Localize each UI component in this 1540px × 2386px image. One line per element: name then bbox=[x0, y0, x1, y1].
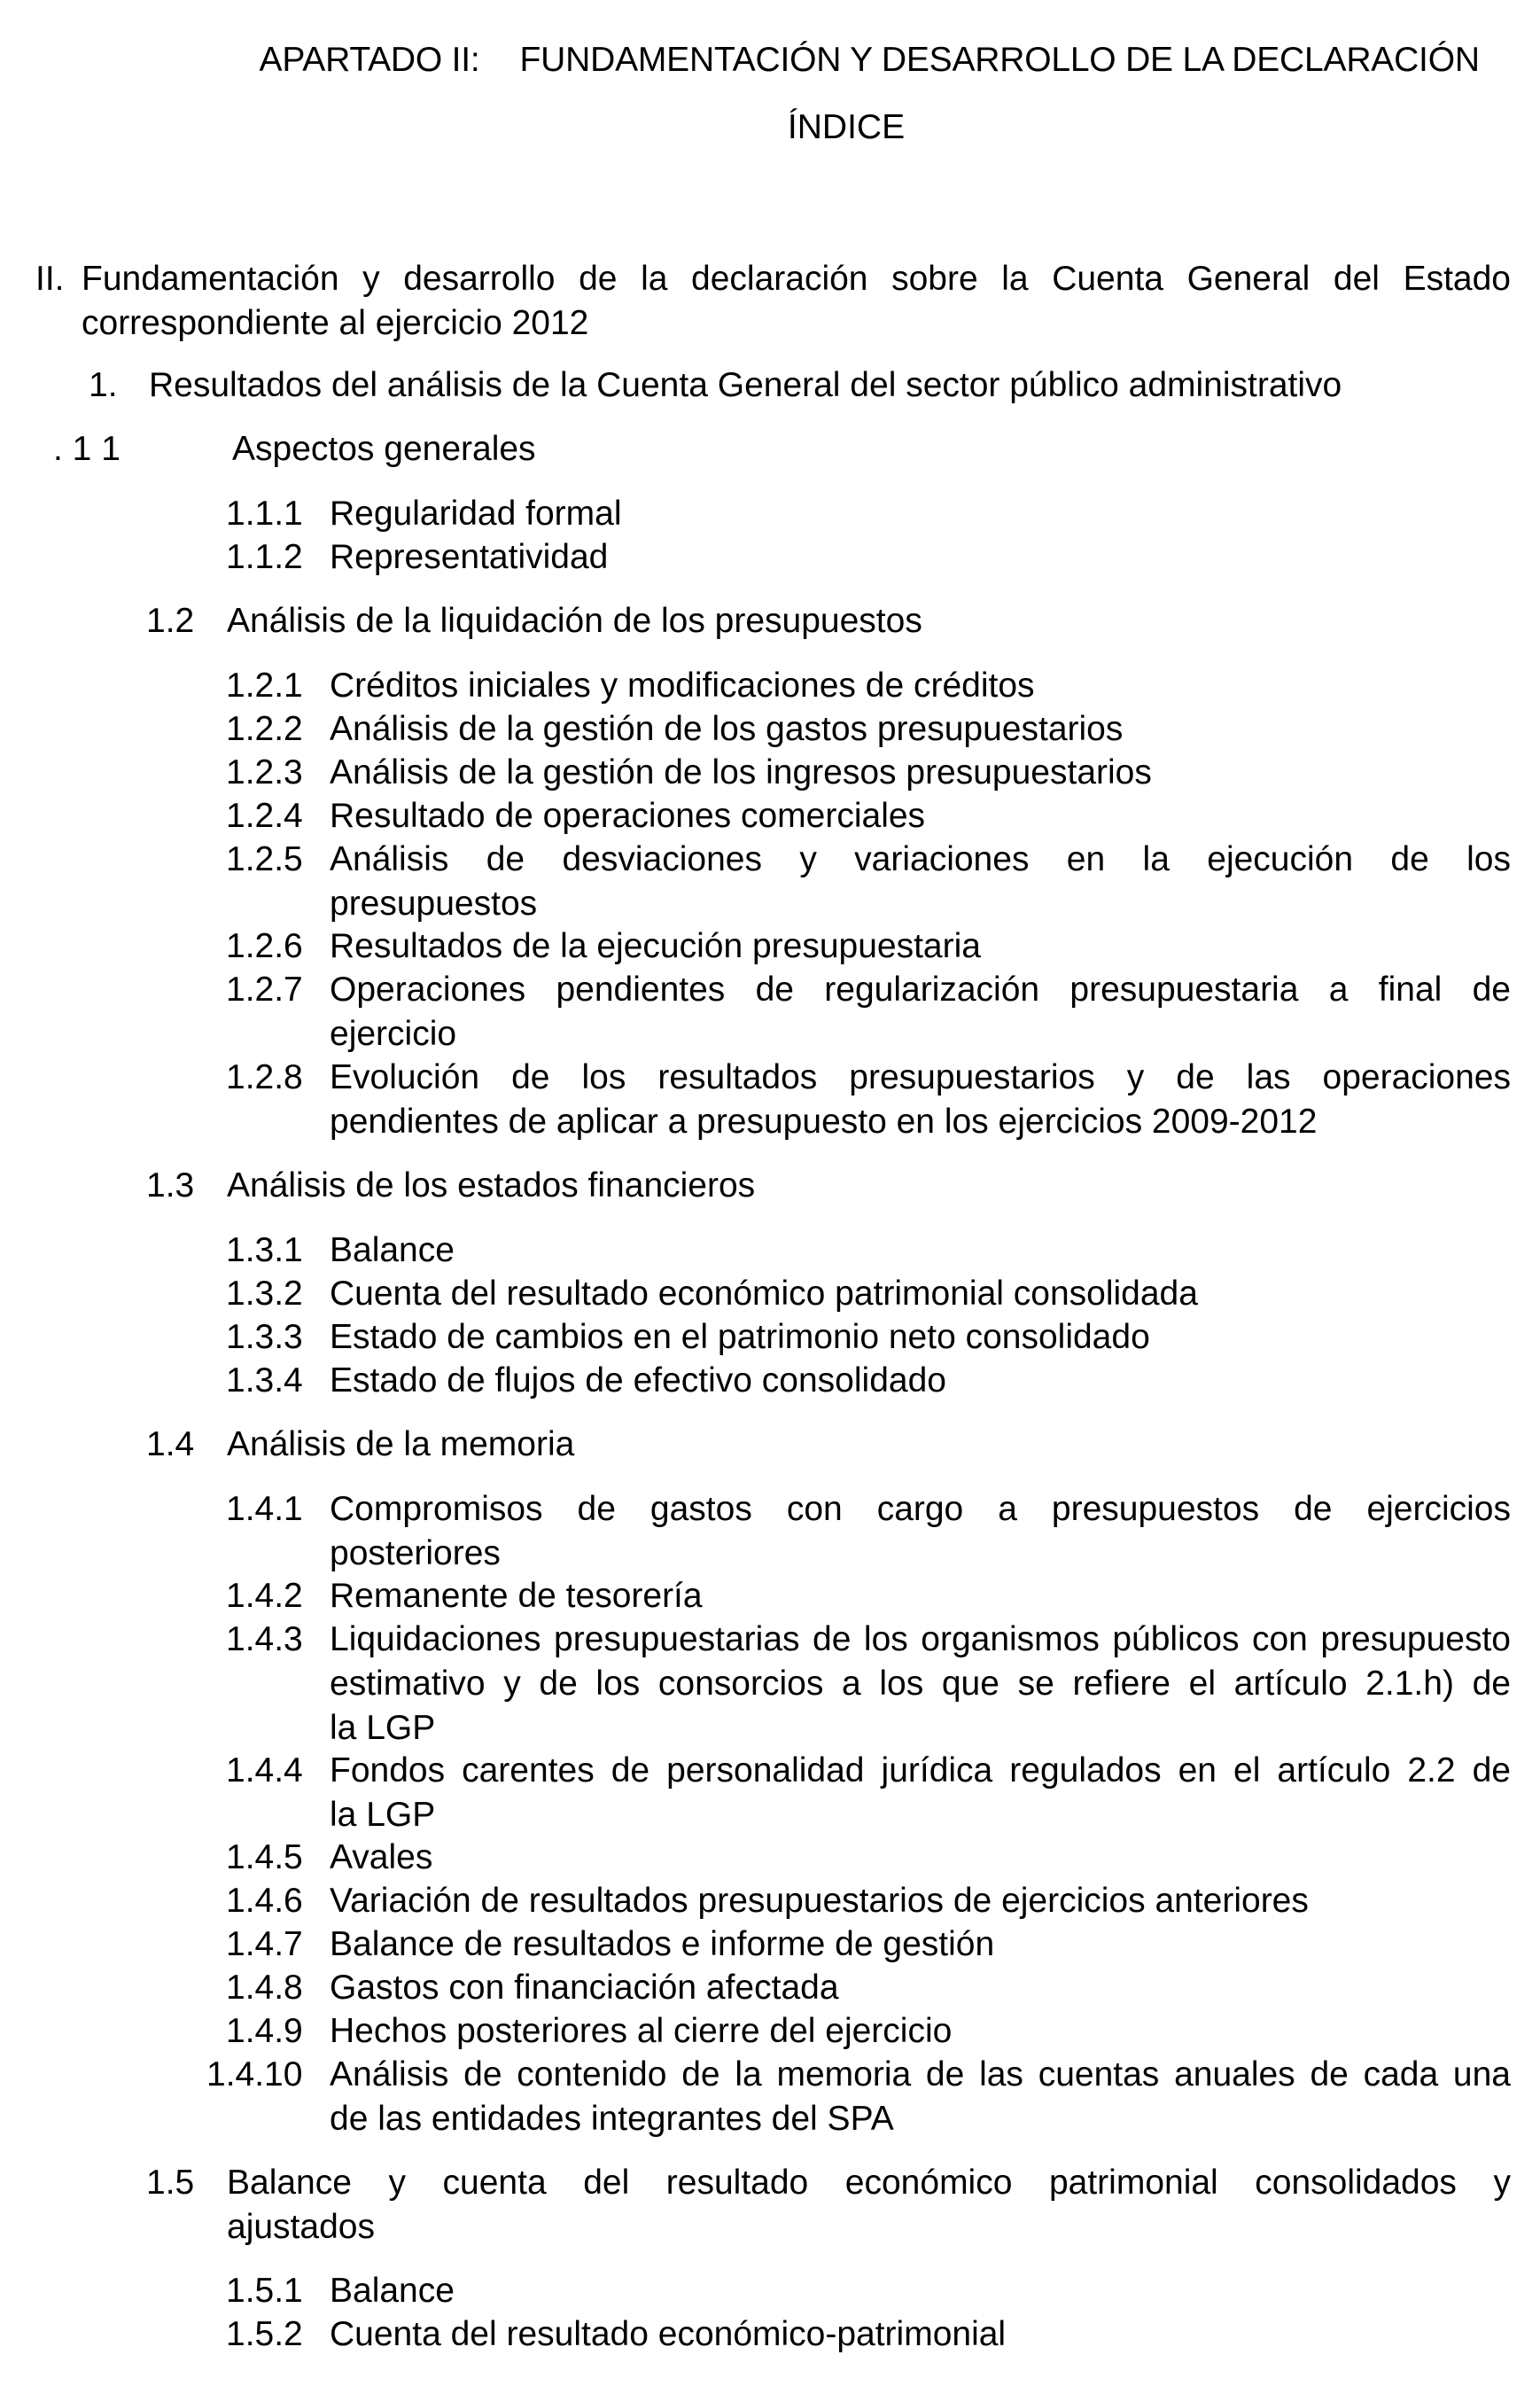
toc-entry-line: Remanente de tesorería bbox=[330, 1577, 703, 1615]
toc-entry-number: 1.4.1 bbox=[226, 1490, 303, 1528]
toc-entry-number: 1.4 bbox=[146, 1425, 195, 1463]
toc-entry-text bbox=[330, 1879, 1511, 1923]
toc-entry-line: Cuenta del resultado económico-patrimonial bbox=[330, 2315, 1007, 2353]
toc-entry-text bbox=[227, 2161, 1511, 2250]
toc-entry-line: Resultados de la ejecución presupuestaria bbox=[330, 927, 981, 965]
toc-entry-number: 1.2.7 bbox=[226, 971, 303, 1009]
toc-entry-number: 1. bbox=[89, 366, 118, 404]
toc-entry-number: 1.2.4 bbox=[226, 797, 303, 835]
toc-entry-line: Análisis de la gestión de los ingresos presupuestarios bbox=[330, 753, 1152, 791]
toc-entry-number: 1.4.9 bbox=[226, 2012, 303, 2050]
index-title: ÍNDICE bbox=[787, 108, 906, 146]
toc-entry-line: Representatividad bbox=[330, 538, 609, 576]
toc-entry-number: 1.2.3 bbox=[226, 753, 303, 791]
toc-entry-text bbox=[330, 707, 1511, 752]
toc-entry-line: correspondiente al ejercicio 2012 bbox=[82, 304, 589, 342]
toc-entry-text bbox=[330, 1922, 1511, 1967]
toc-entry-line: la LGP bbox=[330, 1796, 436, 1834]
toc-entry-line: presupuestos bbox=[330, 885, 538, 923]
toc-entry-line: Liquidaciones presupuestarias de los organismos públicos con presupuesto bbox=[330, 1620, 1511, 1658]
toc-entry-text bbox=[330, 1749, 1511, 1837]
toc-entry-number: 1.2 bbox=[146, 602, 195, 640]
toc-entry-number: 1.5.2 bbox=[226, 2315, 303, 2353]
toc-entry-line: Aspectos generales bbox=[232, 430, 536, 468]
toc-entry-number: 1.4.4 bbox=[226, 1751, 303, 1790]
toc-entry-text bbox=[330, 2312, 1511, 2357]
toc-entry-line: Créditos iniciales y modificaciones de créditos bbox=[330, 667, 1035, 705]
toc-entry-line: de las entidades integrantes del SPA bbox=[330, 2100, 894, 2138]
toc-entry-line: Compromisos de gastos con cargo a presupuestos de ejercicios bbox=[330, 1490, 1511, 1528]
toc-entry-text bbox=[330, 838, 1511, 926]
toc-entry-line: Fondos carentes de personalidad jurídica regulados en el artículo 2.2 de bbox=[330, 1751, 1511, 1790]
toc-entry-text bbox=[227, 1423, 1511, 1467]
toc-entry-line: Análisis de contenido de la memoria de las cuentas anuales de cada una bbox=[330, 2055, 1511, 2094]
toc-entry-text bbox=[227, 1164, 1511, 1208]
toc-entry-line: Balance de resultados e informe de gestión bbox=[330, 1925, 995, 1963]
section-header bbox=[222, 2, 1480, 119]
toc-entry-number: 1.5 bbox=[146, 2164, 195, 2202]
toc-entry-text bbox=[330, 1315, 1511, 1360]
toc-entry-number: 1.3 bbox=[146, 1166, 195, 1205]
toc-entry-text bbox=[330, 1056, 1511, 1144]
toc-entry-text bbox=[330, 492, 1511, 536]
toc-entry-number: 1.3.4 bbox=[226, 1361, 303, 1400]
toc-entry-number: . 1 1 bbox=[53, 430, 121, 468]
toc-entry-number: 1.1.2 bbox=[226, 538, 303, 576]
toc-entry-text bbox=[330, 1836, 1511, 1880]
toc-entry-line: ejercicio bbox=[330, 1015, 457, 1053]
toc-entry-text bbox=[330, 1359, 1511, 1403]
toc-entry-line: Evolución de los resultados presupuestarios y de las operaciones bbox=[330, 1058, 1511, 1096]
toc-entry-number: 1.4.2 bbox=[226, 1577, 303, 1615]
toc-entry-number: 1.4.5 bbox=[226, 1838, 303, 1876]
toc-entry-number: 1.3.2 bbox=[226, 1275, 303, 1313]
toc-entry-text bbox=[82, 257, 1511, 346]
toc-entry-line: pendientes de aplicar a presupuesto en los ejercicios 2009-2012 bbox=[330, 1103, 1318, 1141]
toc-entry-number: 1.3.3 bbox=[226, 1318, 303, 1356]
toc-entry-text bbox=[330, 1574, 1511, 1618]
toc-entry-text bbox=[330, 794, 1511, 838]
toc-entry-line: Resultado de operaciones comerciales bbox=[330, 797, 926, 835]
section-title: FUNDAMENTACIÓN Y DESARROLLO DE LA DECLARACIÓN bbox=[519, 41, 1480, 79]
toc-entry-number: 1.5.1 bbox=[226, 2272, 303, 2310]
toc-entry-number: 1.3.1 bbox=[226, 1231, 303, 1269]
toc-entry-text bbox=[330, 535, 1511, 580]
toc-entry-text bbox=[232, 427, 1511, 472]
toc-entry-number: 1.2.8 bbox=[226, 1058, 303, 1096]
toc-entry-line: ajustados bbox=[227, 2208, 375, 2246]
toc-entry-line: la LGP bbox=[330, 1709, 436, 1747]
toc-entry-line: Regularidad formal bbox=[330, 495, 622, 533]
toc-entry-number: 1.4.8 bbox=[226, 1969, 303, 2007]
toc-entry-line: posteriores bbox=[330, 1534, 501, 1572]
toc-entry-line: Balance bbox=[330, 2272, 455, 2310]
toc-entry-line: Balance bbox=[330, 1231, 455, 1269]
toc-entry-line: Análisis de la liquidación de los presupuestos bbox=[227, 602, 922, 640]
toc-entry-line: Análisis de desviaciones y variaciones en la ejecución de los bbox=[330, 840, 1511, 878]
toc-entry-text bbox=[330, 1618, 1511, 1751]
toc-entry-text bbox=[330, 664, 1511, 708]
toc-entry-number: 1.1.1 bbox=[226, 495, 303, 533]
toc-entry-number: 1.4.6 bbox=[226, 1882, 303, 1920]
toc-entry-line: Análisis de la memoria bbox=[227, 1425, 575, 1463]
toc-entry-number: 1.4.10 bbox=[206, 2055, 303, 2094]
toc-entry-text bbox=[149, 363, 1511, 408]
toc-entry-text bbox=[330, 968, 1511, 1057]
toc-entry-number: II. bbox=[35, 260, 65, 298]
section-label: APARTADO II: bbox=[259, 41, 480, 79]
toc-entry-text bbox=[330, 1228, 1511, 1273]
toc-entry-number: 1.2.2 bbox=[226, 710, 303, 748]
toc-entry-text bbox=[330, 1487, 1511, 1576]
toc-entry-line: Análisis de los estados financieros bbox=[227, 1166, 756, 1205]
toc-entry-text bbox=[330, 2053, 1511, 2141]
toc-entry-number: 1.2.1 bbox=[226, 667, 303, 705]
toc-entry-line: Análisis de la gestión de los gastos presupuestarios bbox=[330, 710, 1124, 748]
toc-entry-text bbox=[330, 2009, 1511, 2054]
toc-entry-text bbox=[330, 1966, 1511, 2010]
toc-entry-text bbox=[330, 1272, 1511, 1316]
toc-entry-line: Variación de resultados presupuestarios de ejercicios anteriores bbox=[330, 1882, 1309, 1920]
toc-entry-text bbox=[227, 599, 1511, 643]
toc-entry-line: estimativo y de los consorcios a los que se refiere el artículo 2.1.h) de bbox=[330, 1665, 1511, 1703]
toc-entry-number: 1.4.7 bbox=[226, 1925, 303, 1963]
toc-entry-line: Estado de flujos de efectivo consolidado bbox=[330, 1361, 946, 1400]
toc-entry-line: Operaciones pendientes de regularización presupuestaria a final de bbox=[330, 971, 1511, 1009]
toc-entry-number: 1.2.6 bbox=[226, 927, 303, 965]
toc-entry-line: Resultados del análisis de la Cuenta General del sector público administrativo bbox=[149, 366, 1342, 404]
toc-entry-line: Estado de cambios en el patrimonio neto consolidado bbox=[330, 1318, 1150, 1356]
toc-entry-number: 1.4.3 bbox=[226, 1620, 303, 1658]
toc-entry-text bbox=[330, 751, 1511, 795]
toc-entry-line: Gastos con financiación afectada bbox=[330, 1969, 839, 2007]
toc-entry-text bbox=[330, 924, 1511, 969]
toc-entry-line: Hechos posteriores al cierre del ejercicio bbox=[330, 2012, 953, 2050]
toc-entry-text bbox=[330, 2269, 1511, 2313]
toc-entry-line: Balance y cuenta del resultado económico patrimonial consolidados y bbox=[227, 2164, 1511, 2202]
toc-entry-number: 1.2.5 bbox=[226, 840, 303, 878]
toc-entry-line: Fundamentación y desarrollo de la declaración sobre la Cuenta General del Estado bbox=[82, 260, 1511, 298]
toc-entry-line: Cuenta del resultado económico patrimonial consolidada bbox=[330, 1275, 1198, 1313]
toc-entry-line: Avales bbox=[330, 1838, 433, 1876]
